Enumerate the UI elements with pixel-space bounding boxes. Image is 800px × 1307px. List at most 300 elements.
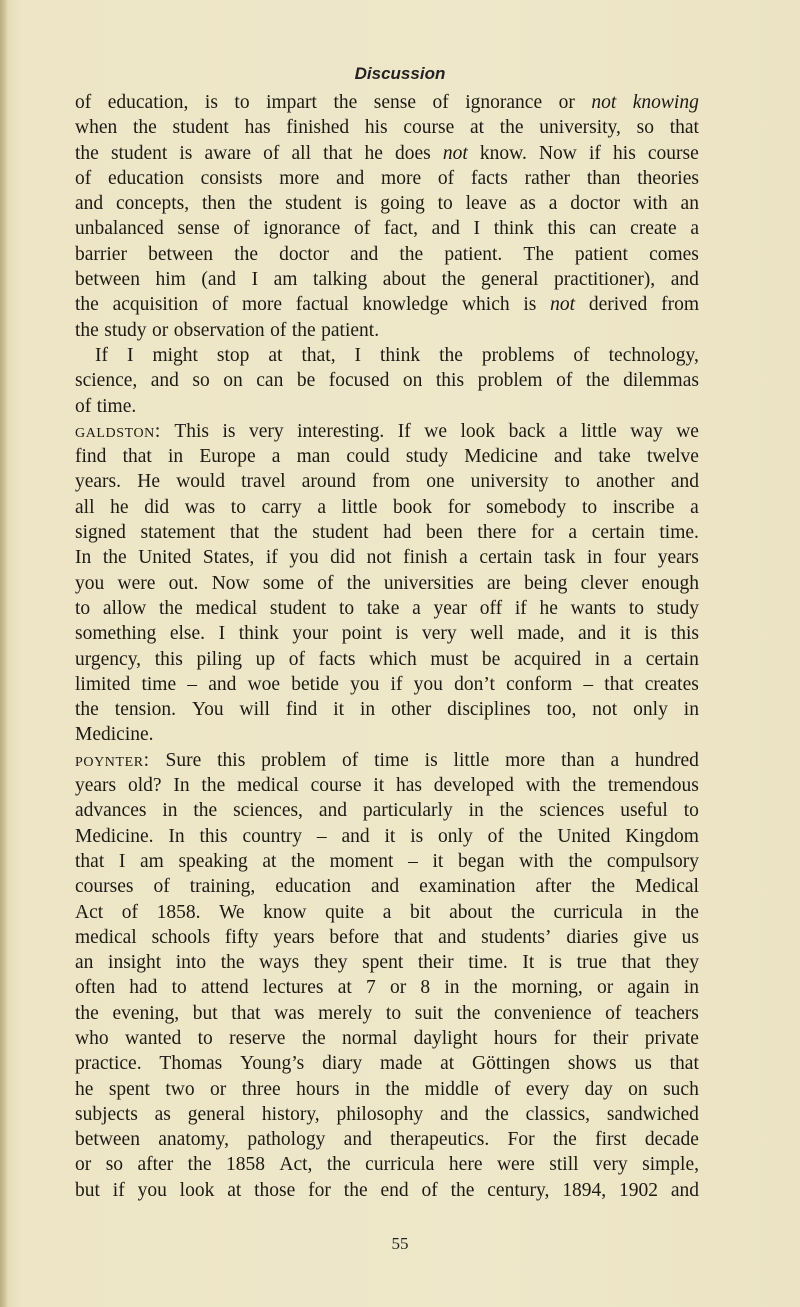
word: before [329, 926, 380, 948]
word: two [165, 1078, 195, 1100]
word: and [670, 1179, 699, 1201]
word: to [683, 800, 699, 822]
word: one [426, 471, 455, 493]
word: I [126, 344, 134, 366]
word: ignorance [465, 92, 543, 113]
word: you [75, 572, 105, 594]
word: going [380, 193, 425, 215]
word: at [440, 1053, 455, 1075]
word: creates [644, 673, 699, 695]
word: advances [75, 800, 147, 822]
word: 8 [420, 977, 431, 999]
word: the [301, 1027, 326, 1049]
word: of [353, 218, 371, 240]
word: the [439, 344, 463, 366]
word: in [444, 977, 460, 999]
word: the [75, 142, 99, 164]
word: the [343, 1179, 368, 1201]
text-line [75, 368, 699, 393]
word: aware [204, 142, 252, 164]
word: at [469, 117, 485, 139]
word: States, [202, 547, 255, 569]
word: book [393, 496, 433, 518]
word: had [383, 522, 412, 544]
word: sciences, [233, 800, 303, 822]
word: medical [75, 926, 137, 948]
word: technology, [608, 344, 699, 366]
word: the [441, 269, 466, 291]
word: You [191, 699, 224, 721]
word: often [75, 977, 116, 999]
word: insight [108, 952, 162, 974]
text-line [75, 773, 699, 798]
text-line [75, 1077, 699, 1102]
word: the [187, 1154, 212, 1176]
word: medical [237, 775, 299, 797]
text-line [75, 900, 699, 925]
text-line [75, 444, 699, 469]
body-text [75, 90, 699, 1203]
word: a [317, 496, 326, 518]
word: students’ [481, 926, 552, 948]
word: sense [373, 92, 417, 113]
word: hundred [635, 749, 699, 771]
word: it [619, 623, 631, 645]
word: more [279, 167, 320, 189]
word: fifty [224, 926, 259, 948]
word: out. [168, 572, 199, 594]
word: the [201, 775, 226, 797]
word: you [137, 1179, 167, 1201]
text-line [75, 216, 699, 241]
word: the [499, 800, 524, 822]
word: student [172, 117, 229, 139]
word: talking [313, 269, 368, 291]
word: quite [325, 901, 365, 923]
word: decade [644, 1129, 699, 1151]
word: of [288, 648, 306, 670]
word: give [633, 926, 667, 948]
word: I [473, 218, 481, 240]
word: in [683, 977, 699, 999]
word: merely [318, 1002, 373, 1024]
word: consists [200, 167, 263, 189]
word: day [584, 1078, 613, 1100]
word: and [343, 1129, 372, 1151]
word: I [218, 623, 226, 645]
word: the [291, 319, 316, 341]
word: end [380, 1179, 409, 1201]
word: about [449, 901, 493, 923]
word: three [241, 1078, 281, 1100]
text-line [75, 394, 699, 419]
text-line [75, 621, 699, 646]
word: speaking [178, 850, 248, 872]
word: is [204, 92, 218, 113]
word: on [402, 370, 423, 392]
text-line [75, 343, 699, 368]
word: time. [659, 522, 699, 544]
word: schools [151, 926, 211, 948]
word: am [140, 850, 164, 872]
word: and [440, 1103, 469, 1125]
word: the [484, 1103, 509, 1125]
word: a [558, 420, 568, 442]
word: not [592, 699, 618, 721]
word: from [661, 294, 699, 316]
text-line [75, 697, 699, 722]
word: you [413, 673, 443, 695]
word: him [155, 269, 186, 291]
word: it [384, 825, 396, 847]
word: is [222, 420, 236, 442]
word: If [397, 420, 411, 442]
word: to [628, 597, 644, 619]
word: you [289, 547, 319, 569]
word: a [459, 547, 468, 569]
word: when [75, 117, 118, 139]
word: hours [493, 1027, 538, 1049]
word: after [535, 876, 572, 898]
word: and [350, 243, 379, 265]
word: useful [620, 800, 668, 822]
text-line [75, 748, 699, 773]
word: an [75, 952, 94, 974]
word: the [326, 1154, 351, 1176]
word: the [346, 572, 371, 594]
word: in [468, 800, 484, 822]
word: who [75, 1027, 109, 1049]
word: they [665, 952, 699, 974]
word: more [381, 167, 422, 189]
word: developed [433, 775, 514, 797]
word: barrier [75, 243, 127, 265]
word: the [511, 901, 535, 923]
word: to [234, 92, 250, 113]
word: are [487, 572, 511, 594]
word: of [263, 142, 280, 164]
word: his [364, 117, 388, 139]
word: be [296, 370, 316, 392]
text-line [75, 141, 699, 166]
word: time. [468, 952, 508, 974]
word: wants [570, 597, 617, 619]
word: being [524, 572, 568, 594]
word: there [477, 522, 517, 544]
word: is [548, 952, 562, 974]
word: the [473, 977, 498, 999]
word: the [248, 193, 273, 215]
word: did [330, 547, 356, 569]
word: He [137, 471, 160, 493]
word: at [262, 850, 277, 872]
word: year [433, 597, 468, 619]
word: this [199, 825, 228, 847]
word: about [382, 269, 427, 291]
word: evening, [112, 1002, 180, 1024]
word: if [265, 547, 278, 569]
word: task [543, 547, 576, 569]
word: he [364, 142, 383, 164]
word: student [312, 522, 369, 544]
word: and [318, 800, 347, 822]
word: study [104, 319, 147, 341]
word: of [437, 167, 455, 189]
word: between [75, 1129, 140, 1151]
text-line [75, 267, 699, 292]
text-line [75, 318, 699, 343]
word: with [525, 775, 561, 797]
word: point [341, 623, 382, 645]
word: very [593, 1154, 628, 1176]
word: If [95, 344, 108, 366]
word: is [395, 623, 409, 645]
text-line [75, 1026, 699, 1051]
word: Sure [165, 749, 202, 771]
word: curricula [553, 901, 623, 923]
word: twelve [646, 446, 699, 468]
word: that [229, 522, 260, 544]
text-line [75, 191, 699, 216]
word: back [508, 420, 546, 442]
word: of [75, 167, 92, 189]
word: In [168, 825, 185, 847]
word: his [613, 142, 636, 164]
word: the [234, 243, 259, 265]
word: time. [96, 395, 137, 417]
word: sandwiched [606, 1103, 699, 1125]
word: allow [102, 597, 147, 619]
word: of [75, 395, 92, 417]
word: simple, [642, 1154, 699, 1176]
word: for [447, 496, 471, 518]
word: science, [75, 370, 138, 392]
word: the [273, 522, 298, 544]
word: student [110, 142, 168, 164]
word: such [663, 1078, 699, 1100]
word: United [557, 825, 611, 847]
word: this [435, 370, 465, 392]
word: patient [574, 243, 628, 265]
word: were [496, 1154, 535, 1176]
word: don’t [454, 673, 495, 695]
word: curricula [365, 1154, 435, 1176]
word: for [531, 522, 554, 544]
word: those [254, 1179, 296, 1201]
word: did [144, 496, 170, 518]
word: private [644, 1027, 699, 1049]
word: 1858. [156, 901, 201, 923]
word: Medicine [464, 446, 538, 468]
word: so [105, 1154, 124, 1176]
word: training, [189, 876, 256, 898]
word: certain [479, 547, 533, 569]
word: the [158, 597, 183, 619]
word: and [341, 825, 370, 847]
word: at [337, 977, 352, 999]
text-line [75, 1001, 699, 1026]
word: with [633, 193, 668, 215]
text-line [75, 1178, 699, 1203]
word: examination [419, 876, 516, 898]
word: something [75, 623, 157, 645]
word: practice. [75, 1053, 142, 1075]
word: travel [241, 471, 286, 493]
word: general [481, 269, 539, 291]
word: at [268, 344, 283, 366]
word: compulsory [606, 850, 699, 872]
word: course [647, 142, 699, 164]
word: in [641, 901, 657, 923]
word: if [112, 1179, 125, 1201]
word: between [148, 243, 214, 265]
word: of [342, 749, 359, 771]
word: carry [261, 496, 302, 518]
word: would [176, 471, 225, 493]
word: knowledge [362, 294, 449, 316]
word: the [132, 117, 157, 139]
word: and [438, 926, 467, 948]
word: well [470, 623, 504, 645]
word: of [121, 901, 138, 923]
text-line [75, 115, 699, 140]
word: Young’s [240, 1053, 305, 1075]
word: which [369, 648, 417, 670]
word: Medical [635, 876, 699, 898]
word: the [675, 901, 699, 923]
word: be [481, 648, 501, 670]
word: I [251, 269, 259, 291]
word: is [354, 193, 368, 215]
word: were [117, 572, 156, 594]
word: too, [546, 699, 577, 721]
text-line [75, 571, 699, 596]
word: more [241, 294, 283, 316]
word: piling [196, 648, 243, 670]
word: country [242, 825, 303, 847]
speaker-name: poynter: [75, 749, 150, 771]
word: to [75, 597, 91, 619]
word: this [154, 648, 183, 670]
word: look [460, 420, 496, 442]
text-line [75, 925, 699, 950]
word: the [456, 1002, 481, 1024]
word: a [610, 749, 620, 771]
word: around [301, 471, 356, 493]
word: philosophy [336, 1103, 424, 1125]
word: diaries [566, 926, 619, 948]
word: so [192, 370, 210, 392]
word: and [670, 269, 699, 291]
word: interesting. [297, 420, 385, 442]
word: very [248, 420, 284, 442]
word: only [438, 825, 473, 847]
word: think [238, 623, 279, 645]
word: it [432, 850, 444, 872]
word: had [129, 977, 158, 999]
word: I [354, 344, 362, 366]
word: It [522, 952, 535, 974]
word: old? [127, 775, 162, 797]
emphasis-word: knowing [632, 92, 699, 113]
word: else. [169, 623, 206, 645]
text-line [75, 849, 699, 874]
word: the [585, 370, 610, 392]
word: and [371, 876, 400, 898]
word: think [380, 344, 421, 366]
word: of [153, 876, 170, 898]
word: the [75, 294, 99, 316]
word: is [410, 825, 424, 847]
word: Now [538, 142, 577, 164]
word: made, [517, 623, 565, 645]
word: take [366, 597, 400, 619]
word: after [137, 1154, 174, 1176]
word: a [271, 446, 281, 468]
word: concepts, [116, 193, 190, 215]
word: of [233, 218, 250, 240]
word: The [523, 243, 554, 265]
word: that [122, 446, 152, 468]
word: patient. [444, 243, 503, 265]
word: will [239, 699, 270, 721]
word: dilemmas [623, 370, 699, 392]
word: ways [259, 952, 300, 974]
binding-shadow [0, 0, 8, 1307]
word: they [313, 952, 348, 974]
word: here [448, 1154, 483, 1176]
word: of [573, 344, 590, 366]
word: Medicine. [75, 724, 154, 746]
text-line [75, 647, 699, 672]
word: he [75, 1078, 94, 1100]
word: that [669, 1053, 699, 1075]
word: is [644, 623, 658, 645]
word: We [219, 901, 245, 923]
word: can [589, 218, 617, 240]
word: again [627, 977, 670, 999]
text-line [75, 292, 699, 317]
word: course [403, 117, 455, 139]
word: take [598, 446, 631, 468]
text-line [75, 950, 699, 975]
word: the [75, 319, 99, 341]
word: first [595, 1129, 627, 1151]
text-line [75, 672, 699, 697]
word: or [389, 977, 407, 999]
word: finish [403, 547, 448, 569]
word: an [680, 193, 699, 215]
word: or [152, 319, 169, 341]
word: very [421, 623, 457, 645]
word: daylight [413, 1027, 478, 1049]
word: find [75, 446, 107, 468]
word: to [385, 1002, 402, 1024]
word: which [461, 294, 510, 316]
word: leave [465, 193, 507, 215]
word: the [220, 952, 245, 974]
word: finished [286, 117, 350, 139]
word: of [605, 1002, 622, 1024]
word: little [581, 420, 617, 442]
word: up [255, 648, 276, 670]
word: – [187, 673, 198, 695]
word: is [424, 749, 438, 771]
text-line [75, 975, 699, 1000]
word: enough [641, 572, 699, 594]
word: a [568, 522, 578, 544]
word: between [75, 269, 140, 291]
